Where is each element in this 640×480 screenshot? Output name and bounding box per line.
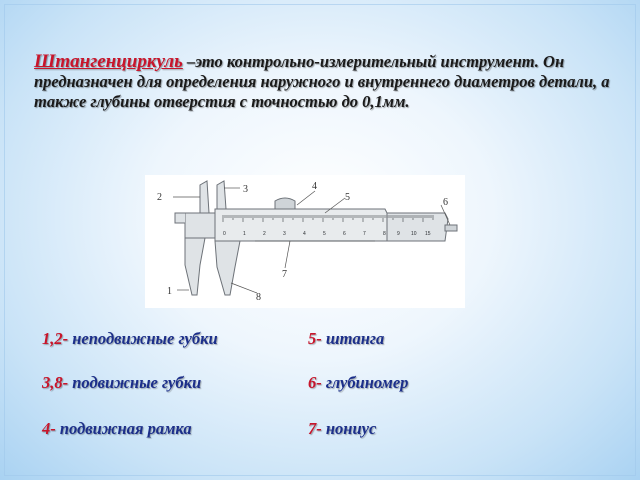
callout-7: 7: [282, 269, 287, 280]
scale-label-3: 3: [283, 231, 286, 237]
callout-5: 5: [345, 192, 350, 203]
clamp-screw: [275, 198, 295, 209]
callout-4: 4: [312, 181, 317, 192]
scale-label-10: 10: [411, 231, 417, 237]
intro-paragraph: [34, 52, 624, 112]
moving-outer-jaw: [215, 241, 240, 295]
sliding-frame: [215, 209, 387, 241]
part-label-4: 4- подвижная рамка: [42, 419, 192, 438]
caliper-figure: [145, 175, 465, 308]
depth-rod: [445, 225, 457, 231]
part-label-6: 6- глубиномер: [308, 373, 409, 392]
scale-label-9: 9: [397, 231, 400, 237]
moving-inner-jaw: [217, 181, 226, 209]
scale-label-5: 5: [323, 231, 326, 237]
callout-6: 6: [443, 197, 448, 208]
intro-text: –это контрольно-измерительный инструмент. Он предназначен для определения наружного и внутреннего диаметров детали, а также глубины отверстия с точностью до 0,1мм.: [34, 52, 610, 111]
fixed-inner-jaw: [200, 181, 209, 213]
caliper-drawing: [175, 181, 457, 295]
scale-label-8: 8: [383, 231, 386, 237]
callout-8: 8: [256, 292, 261, 303]
scale-label-4: 4: [303, 231, 306, 237]
callout-1: 1: [167, 286, 172, 297]
scale-label-15: 15: [425, 231, 431, 237]
intro-term: Штангенциркуль: [34, 51, 183, 72]
part-label-3-8: 3,8- подвижные губки: [42, 373, 202, 392]
callout-2: 2: [157, 192, 162, 203]
scale-label-7: 7: [363, 231, 366, 237]
part-label-7: 7- нониус: [308, 419, 377, 438]
callout-3: 3: [243, 184, 248, 195]
part-label-1-2: 1,2- неподвижные губки: [42, 329, 218, 348]
scale-label-6: 6: [343, 231, 346, 237]
caliper-illustration: [145, 175, 465, 308]
scale-label-1: 1: [243, 231, 246, 237]
scale-label-0: 0: [223, 231, 226, 237]
part-label-5: 5- штанга: [308, 329, 385, 348]
scale-label-2: 2: [263, 231, 266, 237]
